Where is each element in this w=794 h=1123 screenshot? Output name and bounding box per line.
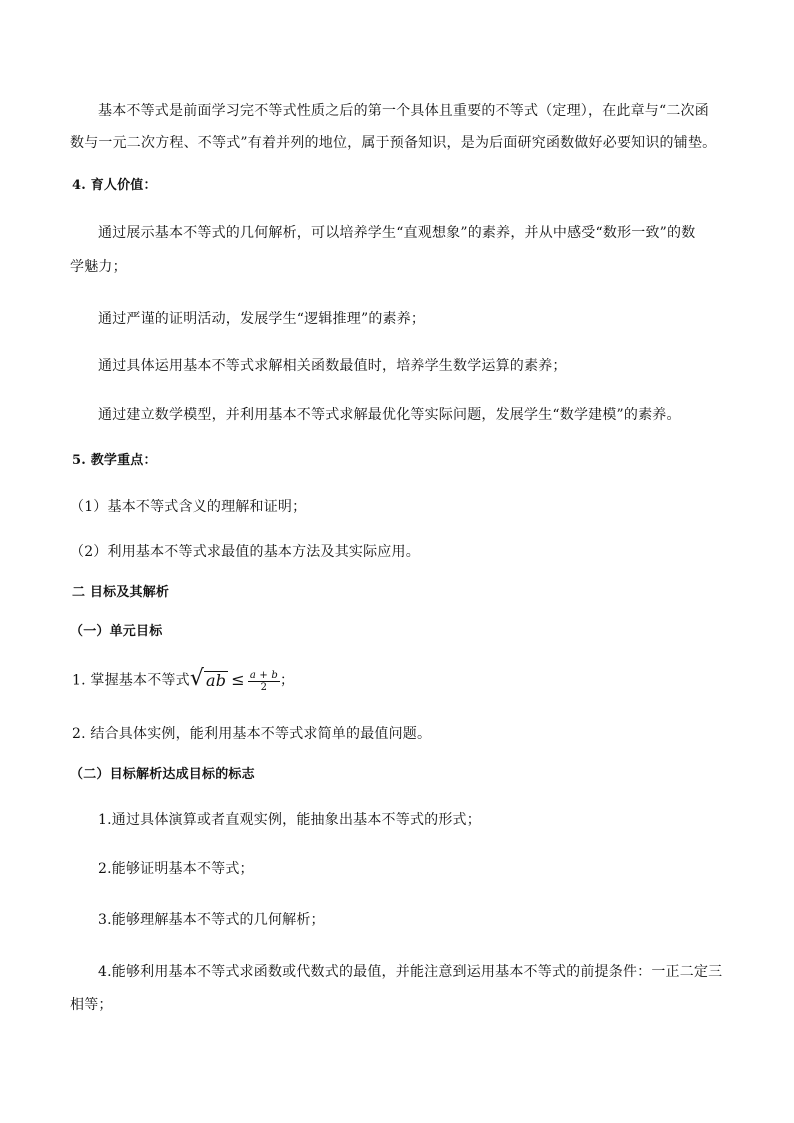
key-point-1: （1）基本不等式含义的理解和证明； xyxy=(70,499,307,515)
relation-sign: ≤ xyxy=(231,670,245,689)
square-root: √ ab xyxy=(189,666,227,691)
goal-1-prefix: 1. 掌握基本不等式 xyxy=(72,672,190,689)
value-1-line-1: 通过展示基本不等式的几何解析，可以培养学生“直观想象”的素养，并从中感受“数形一致”的数 xyxy=(98,225,696,241)
intro-line-2: 数与一元二次方程、不等式”有着并列的地位，属于预备知识，是为后面研究函数做好必要知识的铺垫。 xyxy=(70,135,717,151)
value-3: 通过具体运用基本不等式求解相关函数最值时，培养学生数学运算的素养； xyxy=(98,358,567,374)
fraction xyxy=(248,670,280,693)
value-2: 通过严谨的证明活动，发展学生“逻辑推理”的素养； xyxy=(98,311,426,327)
section-title-2: 二 目标及其解析 xyxy=(72,585,170,600)
value-4: 通过建立数学模型，并利用基本不等式求解最优化等实际问题，发展学生“数学建模”的素养。 xyxy=(98,407,681,423)
inequality-formula xyxy=(190,668,280,693)
fraction-numerator: a + b xyxy=(249,669,278,681)
goal-1 xyxy=(72,668,294,693)
sign-4-line-2: 相等； xyxy=(70,997,113,1013)
goal-1-suffix: ； xyxy=(279,672,295,689)
fraction-denominator: 2 xyxy=(260,681,268,693)
radicand: ab xyxy=(206,671,227,690)
sign-1: 1.通过具体演算或者直观实例，能抽象出基本不等式的形式； xyxy=(98,812,481,828)
subsection-unit-goals: （一）单元目标 xyxy=(70,624,163,639)
sign-4-line-1: 4.能够利用基本不等式求函数或代数式的最值，并能注意到运用基本不等式的前提条件：一正二定三 xyxy=(98,964,723,980)
value-1-line-2: 学魅力； xyxy=(70,259,127,275)
subsection-goal-analysis: （二）目标解析达成目标的标志 xyxy=(70,767,255,782)
heading-5: 5. 教学重点： xyxy=(72,453,157,468)
goal-2: 2. 结合具体实例，能利用基本不等式求简单的最值问题。 xyxy=(72,726,432,742)
sign-3: 3.能够理解基本不等式的几何解析； xyxy=(98,912,325,928)
heading-4: 4. 育人价值： xyxy=(72,178,157,193)
key-point-2: （2）利用基本不等式求最值的基本方法及其实际应用。 xyxy=(70,544,420,560)
sign-2: 2.能够证明基本不等式； xyxy=(98,861,254,877)
intro-line-1: 基本不等式是前面学习完不等式性质之后的第一个具体且重要的不等式（定理），在此章与“二次函 xyxy=(98,103,709,119)
